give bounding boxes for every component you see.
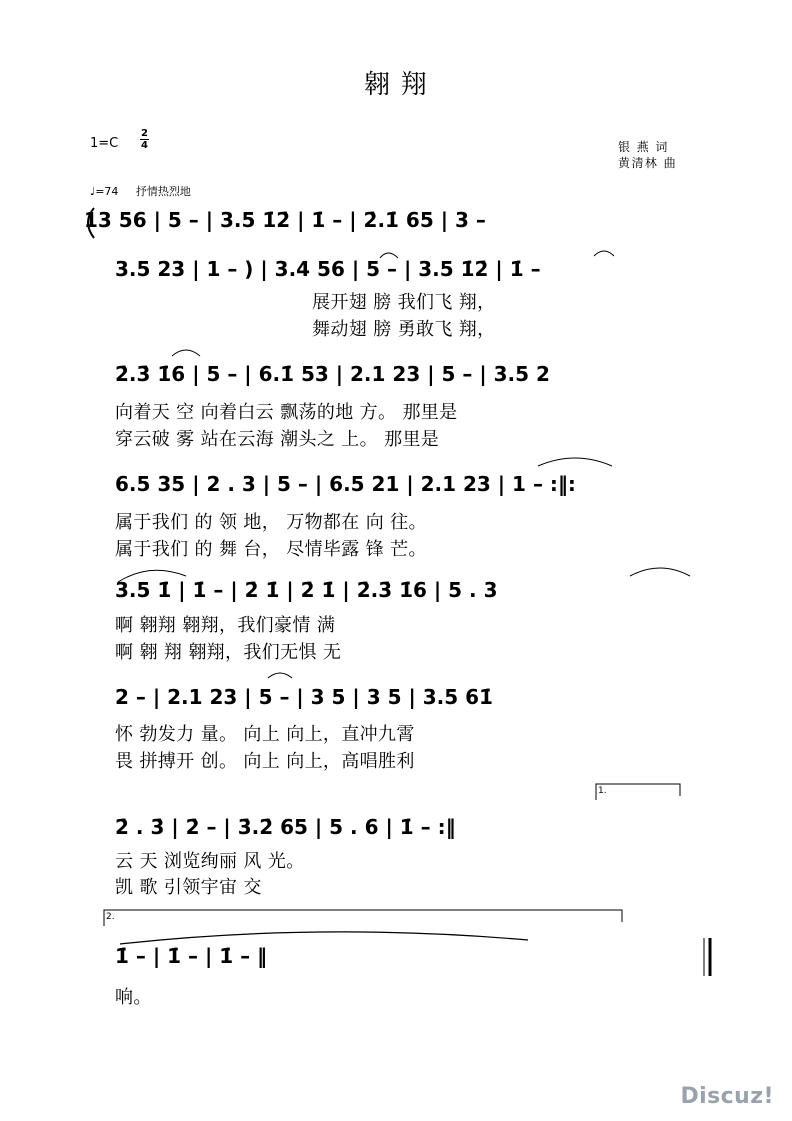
notation-row-3: 2̇.3̇ 1̇6 | 5 – | 6.1̇ 53 | 2.1 23 | 5 – | 3.5 2 [115, 362, 550, 386]
volta-2-label: 2. [106, 912, 115, 922]
volta-2-bracket [104, 910, 622, 926]
lyrics-row-7-verse-2: 凯 歌 引领宇宙 交 [115, 877, 262, 898]
notation-row-6: 2 – | 2.1 23 | 5 – | 3 5 | 3 5 | 3.5 61̇ [115, 685, 493, 709]
notation-row-2: 3.5 23 | 1 – ) | 3.4 56 | 5 – | 3.5 1̇2̇ | 1̇ – [115, 257, 541, 281]
notation-row-5: 3.5 1̇ | 1̇ – | 2̇ 1̇ | 2̇ 1̇ | 2̇.3̇ 1̇6 | 5 . 3 [115, 578, 498, 602]
lyrics-row-3-verse-1: 向着天 空 向着白云 飘荡的地 方。 那里是 [115, 402, 458, 423]
lyrics-row-8-verse-1: 响。 [115, 987, 152, 1008]
slur-row-6 [268, 673, 292, 678]
slur-row-4 [538, 458, 612, 466]
lyrics-row-3-verse-2: 穿云破 雾 站在云海 潮头之 上。 那里是 [115, 429, 440, 450]
lyrics-row-6-verse-2: 畏 拼搏开 创。 向上 向上，高唱胜利 [115, 751, 415, 772]
volta-1-bracket [596, 784, 680, 800]
notation-row-7: 2̇ . 3̇ | 2̇ – | 3̇.2̇ 65 | 5 . 6 | 1̇ – :‖ [115, 815, 456, 839]
notation-row-1: 13 56 | 5 – | 3.5 1̇2̇ | 1̇ – | 2̇.1̇ 65 | 3 – [84, 208, 486, 232]
slur-row-3 [172, 350, 200, 356]
final-slur [120, 932, 528, 944]
lyrics-row-5-verse-1: 啊 翱翔 翱翔，我们豪情 满 [115, 615, 336, 636]
notation-row-8: 1̇ – | 1̇ – | 1̇ – ‖ [115, 944, 268, 968]
composer-credit: 黄清林 曲 [618, 156, 678, 170]
lyrics-row-2-verse-1: 展开翅 膀 我们飞 翔， [312, 292, 496, 313]
song-title: 翱 翔 [363, 70, 429, 100]
expression-marking: 抒情热烈地 [135, 185, 191, 198]
slur-row-5 [118, 570, 186, 582]
slur-row-5b [630, 568, 690, 576]
lyrics-row-4-verse-1: 属于我们 的 领 地， 万物都在 向 往。 [115, 512, 427, 533]
intro-parenthesis [88, 208, 94, 238]
key-signature: 1=C [90, 136, 119, 151]
lyrics-row-5-verse-2: 啊 翱 翔 翱翔，我们无惧 无 [115, 642, 342, 663]
time-signature-bottom: 4 [141, 140, 148, 151]
slur-row-2b [594, 251, 614, 256]
lyrics-row-2-verse-2: 舞动翅 膀 勇敢飞 翔， [312, 319, 496, 340]
lyrics-row-4-verse-2: 属于我们 的 舞 台， 尽情毕露 锋 芒。 [115, 539, 427, 560]
lyricist-credit: 银 燕 词 [618, 140, 669, 154]
discuz-watermark: Discuz! [680, 1084, 774, 1109]
notation-row-4: 6.5 35 | 2 . 3 | 5 – | 6.5 21 | 2.1 23 | 1 – :‖: [115, 472, 576, 496]
tempo-value: ♩=74 [90, 185, 119, 198]
lyrics-row-7-verse-1: 云 天 浏览绚丽 风 光。 [115, 851, 305, 872]
lyrics-row-6-verse-1: 怀 勃发力 量。 向上 向上，直冲九霄 [115, 724, 415, 745]
time-signature-top: 2 [141, 128, 148, 139]
volta-1-label: 1. [598, 786, 607, 796]
slur-row-2 [380, 253, 398, 258]
